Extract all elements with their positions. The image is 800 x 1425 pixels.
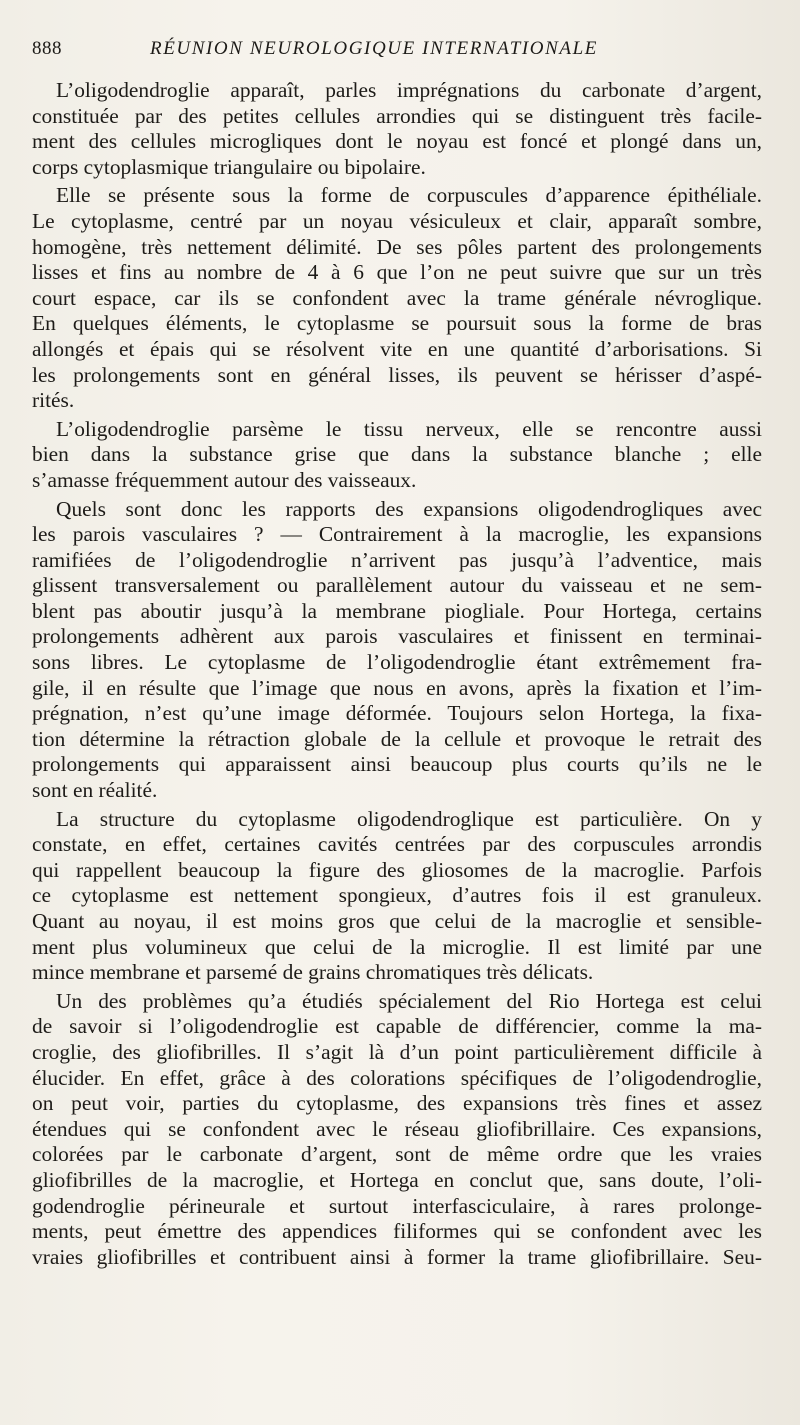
text-line: croglie, des gliofibrilles. Il s’agit là d’un point particulièrement difficile à bbox=[32, 1039, 762, 1064]
running-title: RÉUNION NEUROLOGIQUE INTERNATIONALE bbox=[150, 38, 598, 59]
running-head bbox=[32, 38, 762, 68]
text-line: les parois vasculaires ? — Contrairement à la macroglie, les expansions bbox=[32, 522, 762, 547]
text-line: vraies gliofibrilles et contribuent ainsi à former la trame gliofibrillaire. Seu- bbox=[32, 1244, 762, 1269]
text-line: godendroglie périneurale et surtout interfasciculaire, à rares prolonge- bbox=[32, 1193, 762, 1218]
text-line: Quels sont donc les rapports des expansions oligodendrogliques avec bbox=[56, 496, 762, 521]
text-line: corps cytoplasmique triangulaire ou bipolaire. bbox=[32, 154, 426, 179]
text-line: Un des problèmes qu’a étudiés spécialement del Rio Hortega est celui bbox=[56, 988, 762, 1013]
text-line: allongés et épais qui se résolvent vite en une quantité d’arborisations. Si bbox=[32, 336, 762, 361]
text-line: s’amasse fréquemment autour des vaisseaux. bbox=[32, 467, 417, 492]
paragraph bbox=[32, 183, 762, 413]
text-line: on peut voir, parties du cytoplasme, des expansions très fines et assez bbox=[32, 1091, 762, 1116]
paragraph bbox=[32, 417, 762, 494]
text-line: les prolongements sont en général lisses, ils peuvent se hérisser d’aspé- bbox=[32, 362, 762, 387]
text-line: glissent transversalement ou parallèlement autour du vaisseau et ne sem- bbox=[32, 573, 762, 598]
text-line: L’oligodendroglie apparaît, parles imprégnations du carbonate d’argent, bbox=[56, 78, 762, 102]
body-text bbox=[32, 78, 762, 1270]
text-line: ment plus volumineux que celui de la microglie. Il est limité par une bbox=[32, 934, 762, 959]
text-line: blent pas aboutir jusqu’à la membrane piogliale. Pour Hortega, certains bbox=[32, 598, 762, 623]
text-line: tion détermine la rétraction globale de la cellule et provoque le retrait des bbox=[32, 726, 762, 751]
text-line: rités. bbox=[32, 388, 75, 413]
text-line: étendues qui se confondent avec le réseau gliofibrillaire. Ces expansions, bbox=[32, 1116, 762, 1141]
text-line: lisses et fins au nombre de 4 à 6 que l’on ne peut suivre que sur un très bbox=[32, 260, 762, 285]
text-line: bien dans la substance grise que dans la substance blanche ; elle bbox=[32, 442, 762, 467]
text-line: constate, en effet, certaines cavités centrées par des corpuscules arrondis bbox=[32, 832, 762, 857]
paragraph bbox=[32, 78, 762, 180]
text-line: prolongements adhèrent aux parois vasculaires et finissent en terminai- bbox=[32, 624, 762, 649]
text-line: En quelques éléments, le cytoplasme se poursuit sous la forme de bras bbox=[32, 311, 762, 336]
text-line: La structure du cytoplasme oligodendroglique est particulière. On y bbox=[56, 806, 762, 831]
paragraph bbox=[32, 989, 762, 1271]
paragraph bbox=[32, 807, 762, 986]
text-line: prolongements qui apparaissent ainsi beaucoup plus courts qu’ils ne le bbox=[32, 752, 762, 777]
text-line: homogène, très nettement délimité. De ses pôles partent des prolongements bbox=[32, 234, 762, 259]
text-line: ments, peut émettre des appendices filiformes qui se confondent avec les bbox=[32, 1219, 762, 1244]
text-line: sons libres. Le cytoplasme de l’oligodendroglie étant extrêmement fra- bbox=[32, 650, 762, 675]
text-line: sont en réalité. bbox=[32, 778, 158, 803]
text-line: mince membrane et parsemé de grains chromatiques très délicats. bbox=[32, 960, 594, 985]
text-line: colorées par le carbonate d’argent, sont de même ordre que les vraies bbox=[32, 1142, 762, 1167]
paragraph bbox=[32, 497, 762, 804]
text-line: court espace, car ils se confondent avec la trame générale névroglique. bbox=[32, 285, 762, 310]
text-line: constituée par des petites cellules arrondies qui se distinguent très facile- bbox=[32, 103, 762, 128]
text-line: Elle se présente sous la forme de corpuscules d’apparence épithéliale. bbox=[56, 183, 762, 208]
text-line: ment des cellules microgliques dont le noyau est foncé et plongé dans un, bbox=[32, 129, 762, 154]
text-line: gile, il en résulte que l’image que nous en avons, après la fixation et l’im- bbox=[32, 675, 762, 700]
text-line: ramifiées de l’oligodendroglie n’arrivent pas jusqu’à l’adventice, mais bbox=[32, 547, 762, 572]
text-line: prégnation, n’est qu’une image déformée. Toujours selon Hortega, la fixa- bbox=[32, 701, 762, 726]
text-line: Le cytoplasme, centré par un noyau vésiculeux et clair, apparaît sombre, bbox=[32, 208, 762, 233]
text-line: élucider. En effet, grâce à des colorations spécifiques de l’oligodendroglie, bbox=[32, 1065, 762, 1090]
text-line: L’oligodendroglie parsème le tissu nerveux, elle se rencontre aussi bbox=[56, 416, 762, 441]
text-line: ce cytoplasme est nettement spongieux, d’autres fois il est granuleux. bbox=[32, 883, 762, 908]
page-number: 888 bbox=[32, 38, 62, 59]
text-line: Quant au noyau, il est moins gros que celui de la macroglie et sensible- bbox=[32, 909, 762, 933]
text-line: de savoir si l’oligodendroglie est capable de différencier, comme la ma- bbox=[32, 1014, 762, 1039]
text-line: qui rappellent beaucoup la figure des gliosomes de la macroglie. Parfois bbox=[32, 857, 762, 882]
text-line: gliofibrilles de la macroglie, et Hortega en conclut que, sans doute, l’oli- bbox=[32, 1167, 762, 1192]
